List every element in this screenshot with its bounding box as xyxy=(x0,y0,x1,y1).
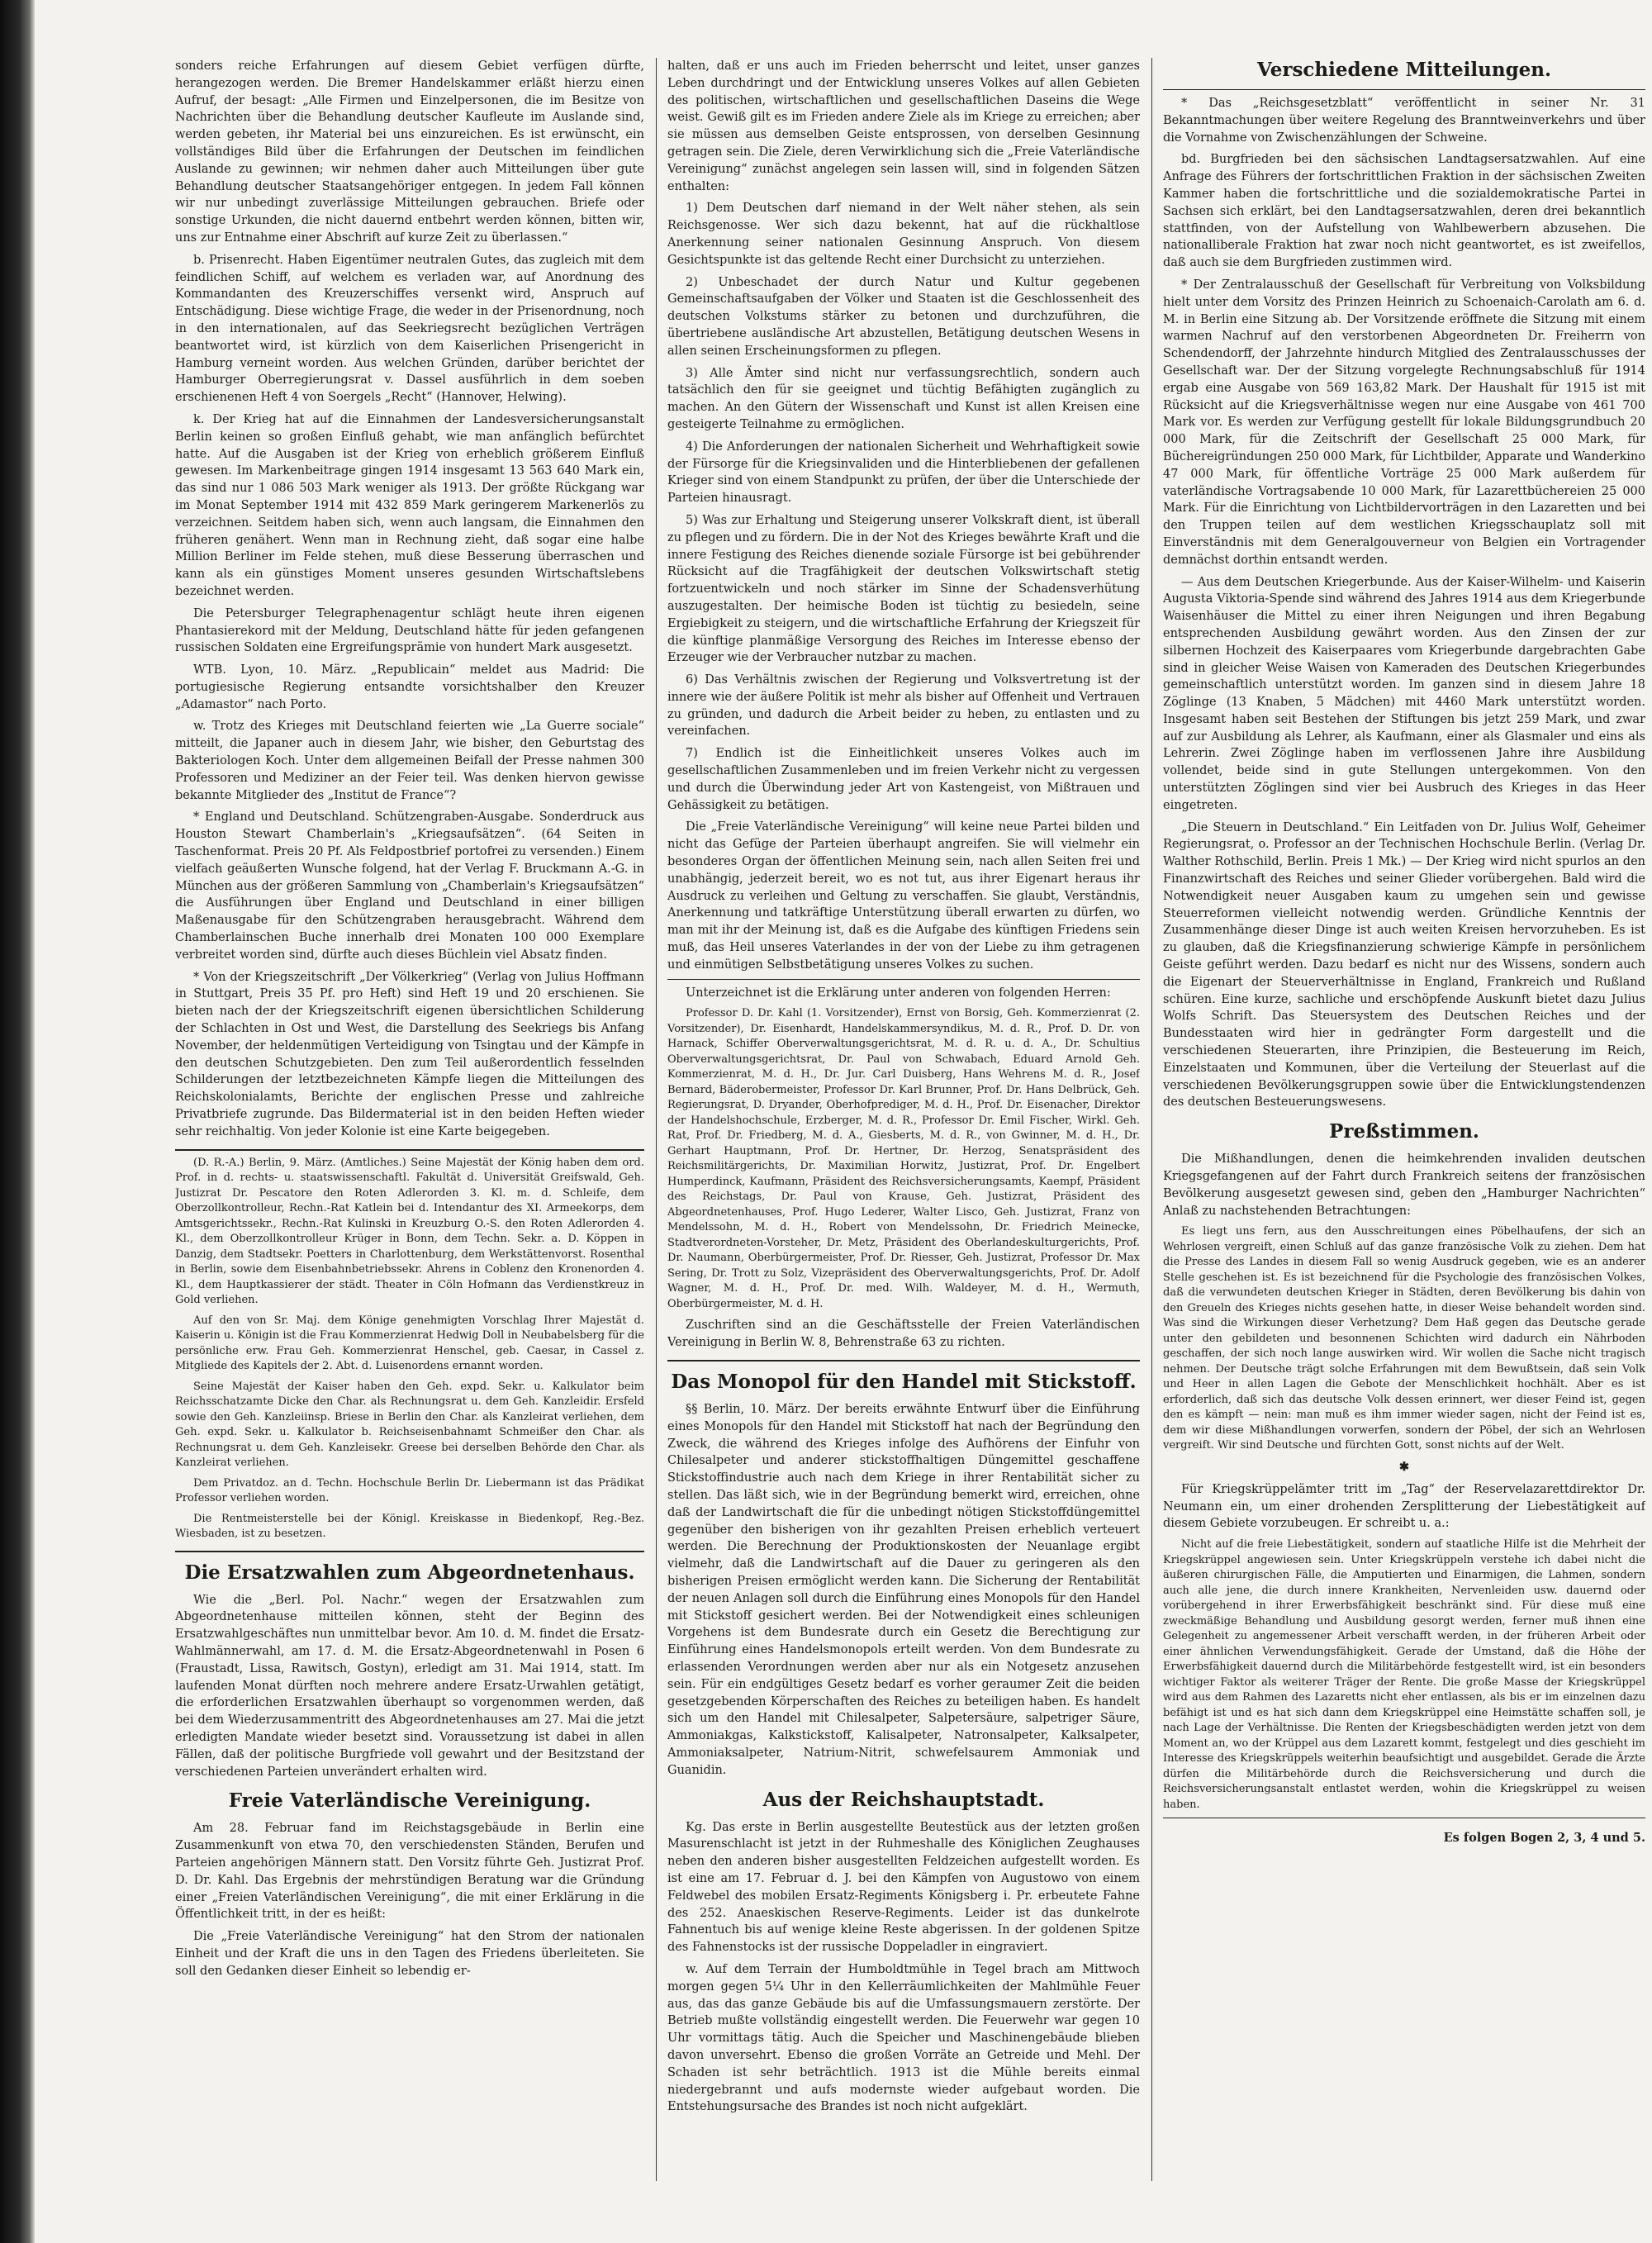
column-3 xyxy=(1163,58,1645,2206)
section-rule xyxy=(175,1149,644,1151)
article-paragraph: * Der Zentralausschuß der Gesellschaft für Verbreitung von Volksbildung hielt unter dem Vorsitz des Prinzen Heinrich zu Schoenaich-Carolath am 6. d. M. in Berlin eine Sitzung ab. Der Vorsitzende eröffnete die Sitzung mit einem warmen Nachruf auf den verstorbenen Abgeordneten Dr. Freiherrn von Schendendorff, der Jahrzehnte hindurch Mitglied des Zentralausschusses der Gesellschaft war. Der der Sitzung vorgelegte Rechnungsabschluß für 1914 ergab eine Ausgabe von 569 163,82 Mark. Der Haushalt für 1915 ist mit Rücksicht auf die Kriegsverhältnisse wegen nur eine Ausgabe von 461 700 Mark vor. Es werden zur Verfügung gestellt für lokale Bildungsgrundbuch 20 000 Mark, für die Zeitschrift der Gesellschaft 25 000 Mark, für Büchereigründungen 250 000 Mark, für Lichtbilder, Apparate und Wanderkino 47 000 Mark, für öffentliche Vorträge 25 000 Mark außerdem für vaterländische Vortragsabende 10 000 Mark, für Lazarettbüchereien 25 000 Mark. Für die Einrichtung von Lichtbildervorträgen in den Lazaretten und bei den Truppen teilen auf dem westlichen Kriegsschauplatz soll mit Einverständnis mit dem Generalgouverneur von Belgien ein Vortragender demnächst dorthin entsandt werden. xyxy=(1163,278,1645,567)
article-paragraph: Die Mißhandlungen, denen die heimkehrenden invaliden deutschen Kriegsgefangenen auf der Fahrt durch Frankreich seitens der französischen Bevölkerung ausgesetzt gewesen sind, geben den „Hamburger Nachrichten“ Anlaß zu nachstehenden Betrachtungen: xyxy=(1163,1152,1645,1218)
headline-monopol: Das Monopol für den Handel mit Stickstoff. xyxy=(671,1371,1137,1394)
column-1 xyxy=(175,58,644,2206)
article-paragraph: b. Prisenrecht. Haben Eigentümer neutralen Gutes, das zugleich mit dem feindlichen Schiff, auf welchem es verladen war, auf Anordnung des Kommandanten des Kreuzerschiffes versenkt wird, Anspruch auf Entschädigung. Diese wichtige Frage, die weder in der Prisenordnung, noch in den internationalen, auf das Seekriegsrecht bezüglichen Verträgen beantwortet wird, ist kürzlich von dem Kaiserlichen Prisengericht in Hamburg verneint worden. Aus welchen Gründen, darüber berichtet der Hamburger Oberregierungsrat v. Dassel ausführlich in dem soeben erschienenen Heft 4 von Soergels „Recht“ (Hannover, Helwing). xyxy=(175,253,644,405)
short-rule xyxy=(1163,89,1645,90)
headline-mitteilungen: Verschiedene Mitteilungen. xyxy=(1256,59,1552,81)
section-rule xyxy=(667,1360,1140,1361)
column-2 xyxy=(667,58,1140,2206)
personalia-paragraph: Seine Majestät der Kaiser haben den Geh. expd. Sekr. u. Kalkulator beim Reichsschatzamte Dicke den Char. als Rechnungsrat u. dem Geh. Kanzleidir. Ersfeld sowie den Geh. Kanzleiinsp. Briese in Berlin den Char. als Kanzleirat verliehen, dem Geh. expd. Sekr. u. Kalkulator b. Reichseisenbahnamt Schmeißer den Char. als Rechnungsrat u. dem Geh. Kanzleisekr. Greese bei derselben Behörde den Char. als Kanzleirat verliehen. xyxy=(175,1380,644,1470)
article-quote: Es liegt uns fern, aus den Ausschreitungen eines Pöbelhaufens, der sich an Wehrlosen vergreift, einen Schluß auf das ganze französische Volk zu ziehen. Dem hat die Presse des Landes in diesem Fall so wenig Ausdruck gegeben, wie es an anderer Stelle geschehen ist. Es ist bezeichnend für die Psychologie des französischen Volkes, daß die verwundeten deutschen Krieger in Städten, deren Bevölkerung bis dahin von den Greueln des Krieges nichts gesehen hatte, in dieser Weise behandelt worden sind. Was sind die Wirkungen dieser Verhetzung? Dem Haß gegen das Deutsche gerade unter den gebildeten und besonnenen Schichten wird dadurch ein Nährboden geschaffen, der sich noch lange auswirken wird. Wir wollen die Sache nicht tragisch nehmen. Der Deutsche trägt solche Erfahrungen mit dem Bewußtsein, daß sein Volk und Heer in allen Lagen die Gebote der Menschlichkeit hochhält. Aber es ist erforderlich, daß sich das deutsche Volk dessen erinnert, wer dieser Feind ist, gegen den es kämpft — nein: man muß es ihm immer wieder sagen, nicht der Feind ist es, dem wir diese Mißhandlungen vorwerfen, sondern der Pöbel, der sich an Wehrlosen vergreift. Wir sind Deutsche und fürchten Gott, sonst nichts auf der Welt. xyxy=(1163,1225,1645,1452)
personalia-paragraph: (D. R.-A.) Berlin, 9. März. (Amtliches.) Seine Majestät der König haben dem ord. Prof. in d. rechts- u. staatswissenschaftl. Fakultät d. Universität Greifswald, Geh. Justizrat Dr. Pescatore den Roten Adlerorden 3. Kl. m. d. Schleife, dem Oberzollkontrolleur, Rechn.-Rat Katlein bei d. Intendantur des XI. Armeekorps, dem Amtsgerichtssekr., Rechn.-Rat Kulinski in Kreuzburg O.-S. den Roten Adlerorden 4. Kl., dem Oberzollkontrolleur Krüger in Bonn, dem Techn. Sekr. a. D. Köppen in Danzig, dem Stadtsekr. Poetters in Charlottenburg, dem Werkstättenvorst. Rosenthal in Berlin, sowie dem Eisenbahnbetriebssekr. Ahrens in Coblenz den Kronenorden 4. Kl., dem Hauptkassierer der städt. Theater in Cöln Hofmann das Verdienstkreuz in Gold verliehen. xyxy=(175,1156,644,1307)
article-paragraph: bd. Burgfrieden bei den sächsischen Landtagsersatzwahlen. Auf eine Anfrage des Führers der fortschrittlichen Fraktion in der sächsischen Zweiten Kammer haben die fortschrittliche und die sozialdemokratische Partei in Sachsen sich erklärt, bei den Landtagsersatzwahlen, deren drei bekanntlich stattfinden, von der Aufstellung von Wahlbewerbern abzusehen. Die nationalliberale Fraktion hat zwar noch nicht geantwortet, es ist zweifellos, daß auch sie dem Burgfrieden zustimmen wird. xyxy=(1163,153,1645,270)
article-paragraph: w. Trotz des Krieges mit Deutschland feierten wie „La Guerre sociale“ mitteilt, die Japaner auch in diesem Jahr, wie bisher, den Geburtstag des Bakteriologen Koch. Unter dem allgemeinen Beifall der Presse nahmen 300 Professoren und Mediziner an der Feier teil. Was denken hiervon gewisse bekannte Mitglieder des „Institut de France“? xyxy=(175,720,644,802)
article-paragraph: k. Der Krieg hat auf die Einnahmen der Landesversicherungsanstalt Berlin keinen so großen Einfluß gehabt, wie man anfänglich befürchtet hatte. Auf die Ausgaben ist der Krieg von erheblich größerem Einfluß gewesen. Im Markenbeitrage gingen 1914 insgesamt 13 563 640 Mark ein, das sind nur 1 086 503 Mark weniger als 1913. Der größte Rückgang war im Monat September 1914 mit 432 859 Mark geringerem Markenerlös zu verzeichnen. Seitdem haben sich, wenn auch langsam, die Einnahmen den früheren genähert. Wenn man in Rechnung zieht, daß sogar eine halbe Million Berliner im Felde stehen, muß diese Besserung überraschen und kann als ein günstiges Moment unseres gesunden Wirtschaftslebens bezeichnet werden. xyxy=(175,412,644,598)
article-paragraph: Zuschriften sind an die Geschäftsstelle der Freien Vaterländischen Vereinigung in Berlin W. 8, Behrenstraße 63 zu richten. xyxy=(667,1319,1140,1350)
column-divider xyxy=(656,58,657,2181)
article-paragraph: 6) Das Verhältnis zwischen der Regierung und Volksvertretung ist der innere wie der äußere Politik ist mehr als bisher auf Offenheit und Vertrauen zu gründen, und dadurch die Arbeit beider zu heben, zu entlasten und zu vereinfachen. xyxy=(667,673,1140,739)
article-quote: Die „Freie Vaterländische Vereinigung“ hat den Strom der nationalen Einheit und der Kraft die uns in den Tagen des Friedens überleiteten. Sie soll den Gedanken dieser Einheit so lebendig er- xyxy=(175,1930,644,1978)
article-paragraph: w. Auf dem Terrain der Humboldtmühle in Tegel brach am Mittwoch morgen gegen 5¼ Uhr in den Kellerräumlichkeiten der Mahlmühle Feuer aus, das das ganze Gebäude bis auf die Umfassungsmauern zerstörte. Der Betrieb mußte vollständig eingestellt werden. Die Feuerwehr war gegen 10 Uhr vormittags tätig. Auch die Speicher und Maschinengebäude blieben davon unversehrt. Ebenso die großen Vorräte an Getreide und Mehl. Der Schaden ist sehr beträchtlich. 1913 ist die Mühle bereits einmal niedergebrannt und aufs modernste wieder aufgebaut worden. Die Entstehungsursache des Brandes ist noch nicht aufgeklärt. xyxy=(667,1962,1140,2114)
article-paragraph: * Von der Kriegszeitschrift „Der Völkerkrieg“ (Verlag von Julius Hoffmann in Stuttgart, Preis 35 Pf. pro Heft) sind Heft 19 und 20 erschienen. Sie bieten nach der der Kriegszeitschrift eigenen übersichtlichen Schilderung der Schlachten in Ost und West, die Darstellung des Seekriegs bis Anfang November, der heldenmütigen Verteidigung von Tsingtau und der Kämpfe in den deutschen Schutzgebieten. Den zum Teil außerordentlich fesselnden Schilderungen der letztbezeichneten Kämpfe liegen die Mitteilungen des Reichskolonialamts, Berichte der englischen Presse und zahlreiche Privatbriefe zugrunde. Das Bildermaterial ist in den beiden Heften wieder sehr reichhaltig. Von jeder Kolonie ist eine Karte beigegeben. xyxy=(175,970,644,1138)
personalia-paragraph: Auf den von Sr. Maj. dem Könige genehmigten Vorschlag Ihrer Majestät d. Kaiserin u. Königin ist die Frau Kommerzienrat Hedwig Doll in Neubabelsberg für die persönliche erw. Frau Geh. Kommerzienrat Henschel, geb. Caesar, in Cassel z. Mitgliede des Kapitels der 2. Abt. d. Luisenordens ernannt worden. xyxy=(175,1314,644,1373)
article-paragraph: Für Kriegskrüppelämter tritt im „Tag“ der Reservelazarettdirektor Dr. Neumann ein, um einer drohenden Zersplitterung der Liebestätigkeit auf diesem Gebiete vorzubeugen. Er schreibt u. a.: xyxy=(1163,1482,1645,1531)
continuation-note: Es folgen Bogen 2, 3, 4 und 5. xyxy=(1443,1831,1645,1846)
signatories-list: Professor D. Dr. Kahl (1. Vorsitzender), Ernst von Borsig, Geh. Kommerzienrat (2. Vorsitzender), Dr. Eisenhardt, Handelskammersyndikus, M. d. R., Prof. D. Dr. von Harnack, Schiffer Oberverwaltungsgerichtsrat, M. d. R. u. d. A., Dr. Schultius Oberverwaltungsgerichtsrat, Dr. Paul von Schwabach, Eduard Arnold Geh. Kommerzienrat, M. d. H., Dr. Jur. Carl Duisberg, Hans Wehrens M. d. R., Josef Bernard, Bäderobermeister, Professor Dr. Karl Brunner, Prof. Dr. Hans Delbrück, Geh. Regierungsrat, D. Dryander, Oberhofprediger, M. d. H., Prof. Dr. Eisenacher, Direktor der Handelshochschule, Erzberger, M. d. R., Professor Dr. Emil Fischer, Wirkl. Geh. Rat, Prof. Dr. Friedberg, M. d. A., Giesberts, M. d. R., von Gwinner, M. d. H., Dr. Gerhart Hauptmann, Prof. Dr. Hertner, Dr. Herzog, Senatspräsident des Reichsmilitärgerichts, Dr. Maximilian Horwitz, Justizrat, Prof. Dr. Engelbert Humperdinck, Kaufmann, Präsident des Reichsversicherungsamts, Kaempf, Präsident des Reichstags, Dr. Paul von Krause, Geh. Justizrat, Präsident des Abgeordnetenhauses, Prof. Hugo Lederer, Walter Lisco, Geh. Justizrat, Franz von Mendelssohn, M. d. H., Robert von Mendelssohn, Dr. Friedrich Meinecke, Stadtverordneten-Vorsteher, Dr. Metz, Präsident des Oberlandeskulturgerichts, Prof. Dr. Naumann, Oberbürgermeister, Prof. Dr. Riesser, Geh. Justizrat, Professor Dr. Max Sering, Dr. Trott zu Solz, Vizepräsident des Oberverwaltungsgerichts, Prof. Dr. Adolf Wagner, M. d. H., Prof. Dr. med. Wilh. Waldeyer, M. d. H., Wermuth, Oberbürgermeister, M. d. H. xyxy=(667,1007,1140,1310)
article-paragraph: 7) Endlich ist die Einheitlichkeit unseres Volkes auch im gesellschaftlichen Zusammenleben und im freien Verkehr nicht zu vergessen und durch die Überwindung jeder Art von Kastengeist, von Mißtrauen und Gehässigkeit zu betätigen. xyxy=(667,747,1140,812)
article-paragraph: 5) Was zur Erhaltung und Steigerung unserer Volkskraft dient, ist überall zu pflegen und zu fördern. Die in der Not des Krieges bewährte Kraft und die innere Festigung des Reiches dienende soziale Fürsorge ist bei gebührender Rücksicht auf die Tragfähigkeit der deutschen Volkswirtschaft stetig fortzuentwickeln und noch stärker im Sinne der Schadensverhütung auszugestalten. Der heimische Boden ist tüchtig zu besiedeln, seine Ergiebigkeit zu steigern, und die wirtschaftliche Erfahrung der Kriegszeit für die künftige planmäßige Versorgung des Reiches im Interesse ebenso der Erzeuger wie der Verbraucher nutzbar zu machen. xyxy=(667,513,1140,665)
article-paragraph: 2) Unbeschadet der durch Natur und Kultur gegebenen Gemeinschaftsaufgaben der Völker und Staaten ist die Geschlossenheit des deutschen Volkstums stärker zu betonen und durchzuführen, die übertriebene ausländische Art abzustellen, Betätigung deutschen Wesens in allen seinen Erscheinungsformen zu pflegen. xyxy=(667,275,1140,358)
headline-reichshauptstadt: Aus der Reichshauptstadt. xyxy=(762,1788,1045,1811)
article-paragraph: Kg. Das erste in Berlin ausgestellte Beutestück aus der letzten großen Masurenschlacht ist jetzt in der Ruhmeshalle des Königlichen Zeughauses neben den anderen bisher ausgestellten Feldzeichen aufgestellt worden. Es ist eine am 17. Februar d. J. bei den Kämpfen von Augustowo von einem Feldwebel des mobilen Ersatz-Regiments Königsberg i. Pr. erbeutete Fahne des 252. Anaeskischen Reserve-Regiments. Leider ist das dunkelrote Fahnentuch bis auf wenige kleine Reste abgerissen. In der goldenen Spitze des Fahnenstocks ist der russische Doppeladler in eingraviert. xyxy=(667,1820,1140,1955)
article-paragraph: * England und Deutschland. Schützengraben-Ausgabe. Sonderdruck aus Houston Stewart Chamberlain's „Kriegsaufsätzen“. (64 Seiten in Taschenformat. Preis 20 Pf. Als Feldpostbrief portofrei zu versenden.) Einem vielfach geäußerten Wunsche folgend, hat der Verlag F. Bruckmann A.-G. in München aus der größeren Sammlung von „Chamberlain's Kriegsaufsätzen“ die Ausführungen über England und Deutschland in einer billigen Maßenausgabe für den Schützengraben herausgebracht. Während dem Chamberlainschen Buche innerhalb drei Monaten 100 000 Exemplare verbreitet worden sind, dürfte auch dieses Büchlein viel Absatz finden. xyxy=(175,810,644,962)
article-paragraph: Wie die „Berl. Pol. Nachr.“ wegen der Ersatzwahlen zum Abgeordnetenhause mitteilen können, steht der Beginn des Ersatzwahlgeschäftes nun unmittelbar bevor. Am 10. d. M. findet die Ersatz-Wahlmännerwahl, am 17. d. M. die Ersatz-Abgeordnetenwahl in Posen 6 (Fraustadt, Lissa, Rawitsch, Gostyn), erledigt am 31. Mai 1914, statt. Im laufenden Monat dürften noch mehrere andere Ersatz-Urwahlen getätigt, die erforderlichen Ersatzwahlen überhaupt so vorgenommen werden, daß bei dem Wiederzusammentritt des Abgeordnetenhauses am 27. Mai die jetzt erledigten Mandate wieder besetzt sind. Voraussetzung ist dabei in allen Fällen, daß der politische Burgfriede voll gewahrt und der Besitzstand der verschiedenen Parteien unverändert erhalten wird. xyxy=(175,1593,644,1779)
article-quote: Nicht auf die freie Liebestätigkeit, sondern auf staatliche Hilfe ist die Mehrheit der Kriegskrüppel angewiesen sein. Unter Kriegskrüppeln verstehe ich dabei nicht die äußeren chirurgischen Fälle, die Amputierten und Einarmigen, die Lahmen, sondern auch alle jene, die durch innere Krankheiten, Nervenleiden usw. dauernd oder vorübergehend in ihrer Erwerbsfähigkeit beschränkt sind. Für diese muß eine zweckmäßige Behandlung und Ausbildung gesorgt werden, ferner muß ihnen eine Gelegenheit zu angemessener Arbeit verschafft werden, in der früheren Arbeit oder einer ähnlichen Verwendungsfähigkeit. Gerade der Umstand, daß die Höhe der Erwerbsfähigkeit dauernd durch die Militärbehörde festgestellt wird, ist ein besonders wichtiger Faktor als weiterer Träger der Rente. Die große Masse der Kriegskrüppel wird aus dem Rahmen des Lazaretts nicht eher entlassen, als bis er im einzelnen dazu befähigt ist und es hat sich dann dem Kriegskrüppel eine Heimstätte schaffen soll, je nach Lage der Verhältnisse. Die Renten der Kriegsbeschädigten werden jetzt von dem Moment an, wo der Krüppel aus dem Lazarett kommt, festgelegt und dies geschieht im Interesse des Kriegskrüppels weiterhin beaufsichtigt und ausgebildet. Gerade die Ärzte dürfen die Militärbehörde durch die Reichsversicherung und durch die Reichsversicherungsanstalt entlastet werden, wohin die Kriegskrüppel zu weisen haben. xyxy=(1163,1538,1645,1811)
article-paragraph: WTB. Lyon, 10. März. „Republicain“ meldet aus Madrid: Die portugiesische Regierung entsandte vorsichtshalber den Kreuzer „Adamastor“ nach Porto. xyxy=(175,663,644,711)
article-paragraph: — Aus dem Deutschen Kriegerbunde. Aus der Kaiser-Wilhelm- und Kaiserin Augusta Viktoria-Spende sind während des Jahres 1914 aus dem Kriegerbunde Waisenhäuser die Mittel zu einer ihren Neigungen und ihren Begabung entsprechenden Ausbildung gewährt worden. Aus den Zinsen der zur silbernen Hochzeit des Kaiserpaares vom Kriegerbunde dargebrachten Gabe sind in gleicher Weise Waisen von Kameraden des Deutschen Kriegerbundes gemeinschaftlich unterstützt worden. Im ganzen sind in diesem Jahre 18 Zöglinge (13 Knaben, 5 Mädchen) mit 4460 Mark unterstützt worden. Insgesamt haben seit Bestehen der Stiftungen bis jetzt 259 Mark, und zwar auf zur Ausbildung als Lehrer, als Kaufmann, einer als Glasmaler und eins als Lehrerin. Zwei Zöglinge haben im verflossenen Jahre ihre Ausbildung vollendet, beide sind in gute Stellungen untergekommen. Von den unterstützten Zöglingen sind vier bei Ausbruch des Krieges in das Heer eingetreten. xyxy=(1163,575,1645,812)
short-rule xyxy=(667,979,1140,980)
article-paragraph: Die Petersburger Telegraphenagentur schlägt heute ihren eigenen Phantasierekord mit der Meldung, Deutschland hätte für jeden gefangenen russischen Soldaten eine Ergreifungsprämie von hundert Mark ausgesetzt. xyxy=(175,606,644,655)
headline-vereinigung: Freie Vaterländische Vereinigung. xyxy=(228,1789,591,1813)
section-rule xyxy=(175,1551,644,1552)
article-paragraph: halten, daß er uns auch im Frieden beherrscht und leitet, unser ganzes Leben durchdringt und der Entwicklung unseres Volkes auf allen Gebieten des politischen, wirtschaftlichen und gesellschaftlichen Daseins die Wege weist. Gewiß gilt es im Frieden andere Ziele als im Kriege zu erreichen; aber sie müssen aus demselben Geiste entsprossen, von derselben Gesinnung getragen sein. Die Ziele, deren Verwirklichung sich die „Freie Vaterländische Vereinigung“ zunächst angelegen sein lassen will, sind in folgenden Sätzen enthalten: xyxy=(667,59,1140,193)
article-paragraph: 1) Dem Deutschen darf niemand in der Welt näher stehen, als sein Reichsgenosse. Wer sich dazu bekennt, hat auf die rückhaltlose Anerkennung seiner nationalen Gesinnung Anspruch. Von diesem Gesichtspunkte ist das geltende Recht einer Durchsicht zu unterziehen. xyxy=(667,202,1140,267)
article-paragraph: „Die Steuern in Deutschland.“ Ein Leitfaden von Dr. Julius Wolf, Geheimer Regierungsrat, o. Professor an der Technischen Hochschule Berlin. (Verlag Dr. Walther Rothschild, Berlin. Preis 1 Mk.) — Der Krieg wird nicht spurlos an den Finanzwirtschaft des Reiches und seiner Glieder vorübergehen. Bald wird die Notwendigkeit neuer Ausgaben kaum zu umgehen sein und gewisse Steuerreformen vielleicht notwendig werden. Gründliche Kenntnis der Zusammenhänge dieser Dinge ist auch weiten Kreisen hervorzuheben. Es ist zu glauben, daß die Kriegsfinanzierung schwierige Kämpfe in persönlichem Geiste geführt werden. Dazu bedarf es nicht nur des Wissens, sondern auch die Eigenart der Steuerverhältnisse in England, Frankreich und Rußland schüren. Eine kurze, sachliche und erschöpfende Auskunft bietet dazu Julius Wolfs Schrift. Das Steuersystem des Deutschen Reiches und der Bundesstaaten wird hier in gedrängter Form dargestellt und die verschiedenen Steuerarten, ihre Prinzipien, die Besteuerung im Reich, Einzelstaaten und Kommunen, über die Verteilung der Steuerlast auf die verschiedenen Bevölkerungsgruppen sowie über die Entwicklungstendenzen des deutschen Besteuerungswesens. xyxy=(1163,820,1645,1110)
headline-ersatzwahlen: Die Ersatzwahlen zum Abgeordnetenhaus. xyxy=(184,1561,635,1584)
article-paragraph: Die „Freie Vaterländische Vereinigung“ will keine neue Partei bilden und nicht das Gefüge der Parteien überhaupt angreifen. Sie will vielmehr ein besonderes Organ der öffentlichen Meinung sein, nach allen Seiten frei und unabhängig, jederzeit bereit, wo es not tut, aus ihrer Eigenart heraus ihr Ausdruck zu verleihen und Geltung zu verschaffen. Sie glaubt, Verständnis, Anerkennung und tatkräftige Unterstützung überall erwarten zu dürfen, wo man mit ihr der Meinung ist, daß es die Aufgabe des künftigen Friedens sein muß, das Heil unseres Vaterlandes in der von der Liebe zu ihm getragenen und einmütigen Selbstbetätigung unseres Volkes zu suchen. xyxy=(667,820,1140,972)
article-paragraph: Am 28. Februar fand im Reichstagsgebäude in Berlin eine Zusammenkunft von etwa 70, den verschiedensten Ständen, Berufen und Parteien angehörigen Männern statt. Den Vorsitz führte Geh. Justizrat Prof. D. Dr. Kahl. Das Ergebnis der mehrstündigen Beratung war die Gründung einer „Freien Vaterländischen Vereinigung“, die mit einer Erklärung in die Öffentlichkeit tritt, in der es heißt: xyxy=(175,1822,644,1922)
article-paragraph: * Das „Reichsgesetzblatt“ veröffentlicht in seiner Nr. 31 Bekanntmachungen über weitere Regelung des Branntweinverkehrs und über die Vornahme von Zwischenzählungen der Schweine. xyxy=(1163,97,1645,145)
book-spine-shadow xyxy=(0,0,35,2243)
article-paragraph: 3) Alle Ämter sind nicht nur verfassungsrechtlich, sondern auch tatsächlich den für sie geeignet und tüchtig Befähigten zugänglich zu machen. An den Gütern der Wissenschaft und Kunst ist allen Kreisen eine gesteigerte Teilnahme zu ermöglichen. xyxy=(667,366,1140,431)
article-paragraph: sonders reiche Erfahrungen auf diesem Gebiet verfügen dürfte, herangezogen werden. Die Bremer Handelskammer erläßt hierzu einen Aufruf, der besagt: „Alle Firmen und Einzelpersonen, die im Besitze von Nachrichten über die Behandlung deutscher Kaufleute im Auslande sind, werden gebeten, ihr Material bei uns einzureichen. Es ist erwünscht, ein vollständiges Bild über die Erfahrungen der Deutschen im feindlichen Auslande zu gewinnen; wir nehmen daher auch Mitteilungen über gute Behandlung deutscher Staatsangehöriger entgegen. In jedem Fall können wir nur unbedingt zuverlässige Mitteilungen gebrauchen. Briefe oder sonstige Urkunden, die nicht dauernd entbehrt werden können, bitten wir, uns zur Entnahme einer Abschrift auf kurze Zeit zu überlassen.“ xyxy=(175,59,644,245)
column-divider xyxy=(1151,58,1152,2181)
personalia-paragraph: Die Rentmeisterstelle bei der Königl. Kreiskasse in Biedenkopf, Reg.-Bez. Wiesbaden, ist zu besetzen. xyxy=(175,1512,644,1541)
article-paragraph: Unterzeichnet ist die Erklärung unter anderen von folgenden Herren: xyxy=(686,986,1111,1000)
newspaper-page xyxy=(175,58,1645,2214)
personalia-paragraph: Dem Privatdoz. an d. Techn. Hochschule Berlin Dr. Liebermann ist das Prädikat Professor verliehen worden. xyxy=(175,1476,644,1505)
headline-pressestimmen: Preßstimmen. xyxy=(1329,1120,1479,1143)
personalia-block xyxy=(175,1156,644,1542)
article-paragraph: 4) Die Anforderungen der nationalen Sicherheit und Wehrhaftigkeit sowie der Fürsorge für die Kriegsinvaliden und die Hinterbliebenen der gefallenen Krieger sind von einem Standpunkt zu prüfen, der über die Unterschiede der Parteien hinausragt. xyxy=(667,440,1140,506)
article-paragraph: §§ Berlin, 10. März. Der bereits erwähnte Entwurf über die Einführung eines Monopols für den Handel mit Stickstoff hat nach der Begründung den Zweck, die während des Krieges infolge des Aufhörens der Einfuhr von Chilesalpeter und anderer stickstoffhaltigen Düngemittel geschaffene Stickstoffindustrie auch nach dem Kriege in ihrer Rentabilität sicher zu stellen. Das läßt sich, wie in der Begründung bemerkt wird, erreichen, ohne daß der Landwirtschaft die für die unbedingt nötigen Stickstoffdüngemittel gegenüber den bisherigen von ihr gezahlten Preisen erheblich verteuert werden. Die Berechnung der Produktionskosten der Neuanlage ergibt vielmehr, daß die Landwirtschaft auf die Dauer zu geringeren als den bisherigen Preisen ermöglicht werden kann. Die Sicherung der Rentabilität der neuen Anlagen soll durch die Einführung eines Monopols für den Handel mit Stickstoff gesichert werden. Bei der Notwendigkeit eines schleunigen Vorgehens ist dem Bundesrate durch ein Gesetz die Berechtigung zur Einführung eines Handelsmonopols erteilt werden. Von dem Bundesrate zu erlassenden Verordnungen werden aber nur als ein Notgesetz anzusehen sein. Für ein endgültiges Gesetz bedarf es vorher geraumer Zeit die beiden gesetzgebenden Körperschaften des Reiches zu beteiligen haben. Es handelt sich um den Handel mit Chilesalpeter, Salpetersäure, salpetriger Säure, Ammoniakgas, Kalkstickstoff, Kalisalpeter, Natronsalpeter, Kalksalpeter, Ammoniaksalpeter, Natrium-Nitrit, schwefelsaurem Ammoniak und Guanidin. xyxy=(667,1403,1140,1777)
separator-asterisk-icon: ✱ xyxy=(1398,1459,1410,1474)
